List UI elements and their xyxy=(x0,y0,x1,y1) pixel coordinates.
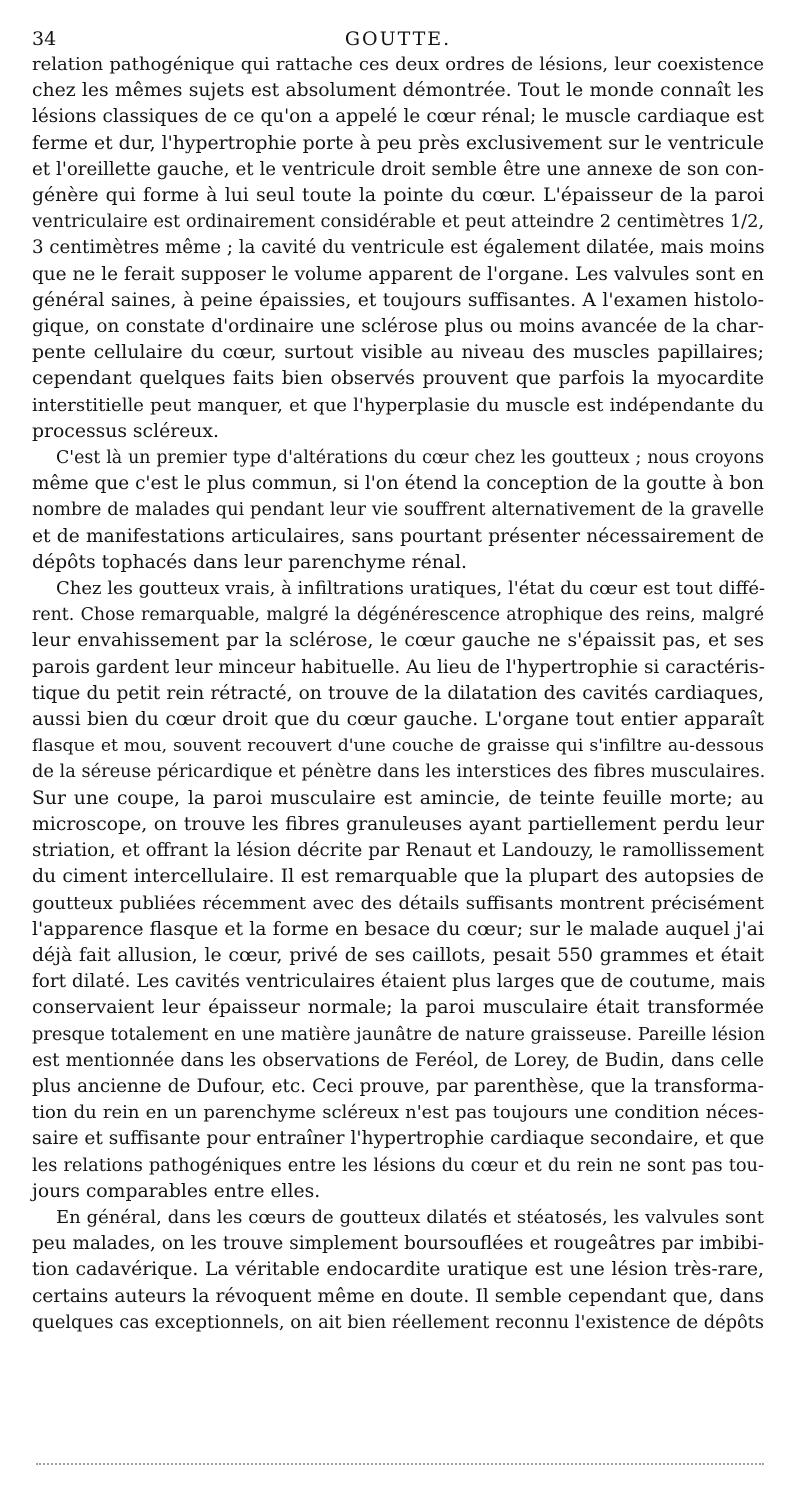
text-line: dépôts tophacés dans leur parenchyme rénal. xyxy=(32,551,468,573)
text-line: génère qui forme à lui seul toute la pointe du cœur. L'épaisseur de la paroi xyxy=(32,185,764,207)
text-line: gique, on constate d'ordinaire une sclérose plus ou moins avancée de la char- xyxy=(32,316,764,338)
text-line: et de manifestations articulaires, sans pourtant présenter nécessairement de xyxy=(32,525,764,547)
bottom-rule xyxy=(36,1463,764,1465)
text-line: aussi bien du cœur droit que du cœur gauche. L'organe tout entier apparaît xyxy=(32,709,764,731)
text-line: tion cadavérique. La véritable endocardite uratique est une lésion très-rare, xyxy=(32,1259,764,1281)
text-line: ventriculaire est ordinairement considérable et peut atteindre 2 centimètres 1/2, xyxy=(32,211,765,233)
text-line: cependant quelques faits bien observés prouvent que parfois la myocardite xyxy=(32,368,764,390)
text-line: Chez les goutteux vrais, à infiltrations uratiques, l'état du cœur est tout diffé- xyxy=(56,578,766,600)
text-line: chez les mêmes sujets est absolument démontrée. Tout le monde connaît les xyxy=(32,80,764,102)
book-page xyxy=(32,26,764,1336)
text-line: général saines, à peine épaissies, et toujours suffisantes. A l'examen histolo- xyxy=(32,289,764,311)
running-title: GOUTTE. xyxy=(344,28,452,50)
text-line: du ciment intercellulaire. Il est remarquable que la plupart des autopsies de xyxy=(32,866,764,888)
text-line: jours comparables entre elles. xyxy=(32,1180,321,1202)
text-line: relation pathogénique qui rattache ces deux ordres de lésions, leur coexistence xyxy=(32,54,764,75)
text-line: nombre de malades qui pendant leur vie souffrent alternativement de la gravelle xyxy=(32,499,764,521)
text-line: même que c'est le plus commun, si l'on étend la conception de la goutte à bon xyxy=(32,473,764,495)
text-line: peu malades, on les trouve simplement boursouflées et rougeâtres par imbibi- xyxy=(32,1233,764,1255)
text-line: goutteux publiées récemment avec des détails suffisants montrent précisément xyxy=(32,892,764,914)
text-line: l'apparence flasque et la forme en besace du cœur; sur le malade auquel j'ai xyxy=(32,918,764,940)
text-line: striation, et offrant la lésion décrite par Renaut et Landouzy, le ramollissement xyxy=(32,840,764,862)
text-line: processus scléreux. xyxy=(32,420,219,442)
text-line: ferme et dur, l'hypertrophie porte à peu près exclusivement sur le ventricule xyxy=(32,132,764,154)
text-line: que ne le ferait supposer le volume apparent de l'organe. Les valvules sont en xyxy=(32,263,764,285)
body-text xyxy=(32,52,764,1336)
text-line: quelques cas exceptionnels, on ait bien réellement reconnu l'existence de dépôts xyxy=(32,1311,764,1333)
text-line: tique du petit rein rétracté, on trouve de la dilatation des cavités cardiaques, xyxy=(32,682,764,704)
text-line: déjà fait allusion, le cœur, privé de ses caillots, pesait 550 grammes et était xyxy=(32,944,764,966)
text-line: presque totalement en une matière jaunâtre de nature graisseuse. Pareille lésion xyxy=(32,1023,766,1045)
text-line: les relations pathogéniques entre les lésions du cœur et du rein ne sont pas tou- xyxy=(32,1154,764,1176)
text-line: Sur une coupe, la paroi musculaire est amincie, de teinte feuille morte; au xyxy=(32,787,764,809)
text-line: interstitielle peut manquer, et que l'hyperplasie du muscle est indépendante du xyxy=(32,394,764,416)
text-line: parois gardent leur minceur habituelle. Au lieu de l'hypertrophie si caractéris- xyxy=(32,656,766,678)
text-line: de la séreuse péricardique et pénètre dans les interstices des fibres musculaires. xyxy=(32,761,766,783)
text-line: 3 centimètres même ; la cavité du ventricule est également dilatée, mais moins xyxy=(32,237,765,259)
text-line: et l'oreillette gauche, et le ventricule droit semble être une annexe de son con- xyxy=(32,158,764,180)
text-line: C'est là un premier type d'altérations du cœur chez les goutteux ; nous croyons xyxy=(56,448,764,469)
text-line: lésions classiques de ce qu'on a appelé le cœur rénal; le muscle cardiaque est xyxy=(32,106,764,128)
text-line: microscope, on trouve les fibres granuleuses ayant partiellement perdu leur xyxy=(32,813,764,835)
text-line: tion du rein en un parenchyme scléreux n'est pas toujours une condition néces- xyxy=(32,1102,764,1124)
text-line: rent. Chose remarquable, malgré la dégénérescence atrophique des reins, malgré xyxy=(32,605,764,626)
text-line: fort dilaté. Les cavités ventriculaires étaient plus larges que de coutume, mais xyxy=(32,971,766,993)
text-line: saire et suffisante pour entraîner l'hypertrophie cardiaque secondaire, et que xyxy=(32,1128,765,1150)
text-line: conservaient leur épaisseur normale; la paroi musculaire était transformée xyxy=(32,997,764,1019)
text-line: En général, dans les cœurs de goutteux dilatés et stéatosés, les valvules sont xyxy=(56,1206,764,1228)
text-line: leur envahissement par la sclérose, le cœur gauche ne s'épaissit pas, et ses xyxy=(32,630,764,652)
text-line: flasque et mou, souvent recouvert d'une couche de graisse qui s'infiltre au-dessous xyxy=(32,736,764,757)
text-line: pente cellulaire du cœur, surtout visible au niveau des muscles papillaires; xyxy=(32,342,764,364)
text-line: certains auteurs la révoquent même en doute. Il semble cependant que, dans xyxy=(32,1285,764,1307)
page-number: 34 xyxy=(32,28,57,50)
text-line: plus ancienne de Dufour, etc. Ceci prouve, par parenthèse, que la transforma- xyxy=(32,1075,764,1097)
text-line: est mentionnée dans les observations de Feréol, de Lorey, de Budin, dans celle xyxy=(32,1049,764,1071)
page-header xyxy=(32,26,764,52)
